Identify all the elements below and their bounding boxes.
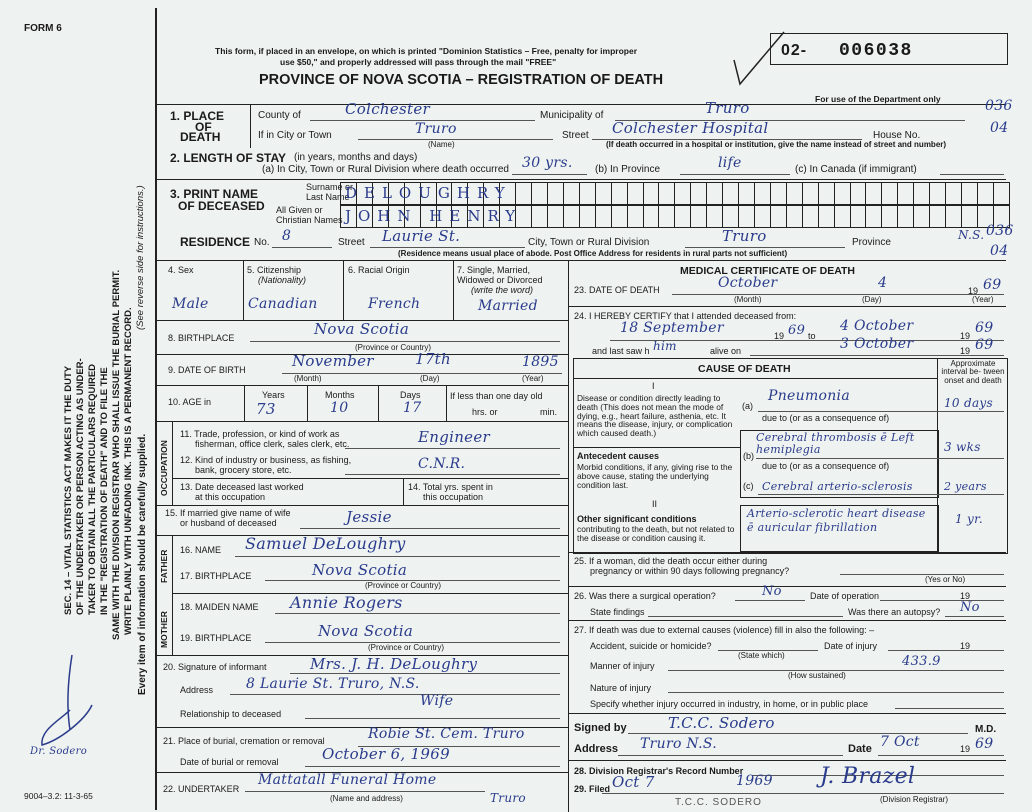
stay-b-label: (b) In Province bbox=[595, 164, 661, 175]
place-label: 1. PLACE bbox=[170, 109, 225, 123]
occupation-side-label: OCCUPATION bbox=[159, 440, 169, 496]
age-years: 73 bbox=[256, 400, 276, 418]
min-label: min. bbox=[540, 407, 558, 417]
undertaker-name: Mattatall Funeral Home bbox=[258, 772, 437, 788]
woman-label-2: pregnancy or within 90 days following pregnancy? bbox=[590, 566, 790, 576]
marital-label-3: (write the word) bbox=[471, 285, 534, 295]
father-birthplace: Nova Scotia bbox=[312, 561, 408, 579]
undertaker-label: 22. UNDERTAKER bbox=[163, 784, 240, 794]
interval-heading: Approximate interval be- tween onset and death bbox=[941, 359, 1005, 385]
age-years-label: Years bbox=[262, 390, 285, 400]
city-name-caption: (Name) bbox=[428, 140, 455, 149]
accident-label: Accident, suicide or homicide? bbox=[590, 641, 712, 651]
stay-a-value: 30 yrs. bbox=[522, 155, 573, 171]
registrar-signature: J. Brazel bbox=[820, 764, 916, 789]
street-value: Colchester Hospital bbox=[612, 119, 769, 137]
total-years-label-2: this occupation bbox=[423, 492, 484, 502]
to-label: to bbox=[808, 331, 816, 341]
every-item-note: Every item of information should be carefully supplied. bbox=[137, 433, 148, 695]
cause-b-label: (b) bbox=[743, 451, 754, 461]
place-death-label: DEATH bbox=[180, 130, 221, 144]
how-sustained: (How sustained) bbox=[788, 671, 846, 680]
surgery-label: 26. Was there a surgical operation? bbox=[574, 591, 716, 601]
cause-a: Pneumonia bbox=[768, 388, 850, 404]
surname-label-1: Surname or bbox=[306, 182, 354, 192]
cause-code: 433.9 bbox=[902, 654, 941, 669]
interval-a: 10 days bbox=[944, 396, 993, 410]
external-label: 27. If death was due to external causes (violence) fill in also the following: – bbox=[574, 625, 875, 635]
autopsy-label: Was there an autopsy? bbox=[848, 607, 941, 617]
attended-from: 18 September bbox=[620, 320, 724, 336]
registration-box bbox=[770, 33, 1008, 65]
nature-label: Nature of injury bbox=[590, 683, 652, 693]
dod-year: 69 bbox=[983, 277, 1002, 293]
sex-label: 4. Sex bbox=[168, 265, 194, 275]
municipality-value: Truro bbox=[705, 99, 750, 117]
registrar-caption: (Division Registrar) bbox=[880, 795, 949, 804]
age-days-label: Days bbox=[400, 390, 421, 400]
residence-street-label: Street bbox=[338, 237, 365, 248]
stay-a-label: (a) In City, Town or Rural Division where death occurred bbox=[262, 164, 509, 175]
dod-label: 23. DATE OF DEATH bbox=[574, 285, 660, 295]
interval-c: 2 years bbox=[944, 480, 987, 493]
dob-year: 1895 bbox=[522, 354, 559, 370]
given-label-1: All Given or bbox=[276, 205, 323, 215]
dod-month-caption: (Month) bbox=[734, 295, 762, 304]
notice-line-1: SEC. 14 – VITAL STATISTICS ACT MAKES IT THE DUTY bbox=[63, 365, 74, 615]
undertaker-address: Truro bbox=[490, 791, 526, 805]
mother-birthplace: Nova Scotia bbox=[318, 622, 414, 640]
last-alive: 3 October bbox=[840, 336, 914, 352]
notice-line-a: This form, if placed in an envelope, on which is printed "Dominion Statistics – Free, penalty for improper bbox=[215, 46, 638, 56]
print-code: 9004–3.2: 11-3-65 bbox=[24, 791, 93, 801]
residence-note: (Residence means usual place of abode. Post Office Address for residents in rural parts not sufficient) bbox=[398, 249, 788, 258]
interval-other: 1 yr. bbox=[955, 512, 983, 526]
house-label: House No. bbox=[873, 130, 921, 141]
yes-no-caption: (Yes or No) bbox=[925, 575, 966, 584]
informant-address-label: Address bbox=[180, 685, 214, 695]
dob-year-caption: (Year) bbox=[522, 374, 544, 383]
wife-label-1: 15. If married give name of wife bbox=[165, 508, 291, 518]
less-than-day: If less than one day old bbox=[450, 391, 543, 401]
form-title: PROVINCE OF NOVA SCOTIA – REGISTRATION OF DEATH bbox=[259, 72, 664, 88]
signer-address-label: Address bbox=[574, 743, 619, 755]
relationship-label: Relationship to deceased bbox=[180, 709, 282, 719]
city-label: If in City or Town bbox=[258, 130, 332, 141]
md-label: M.D. bbox=[975, 724, 997, 735]
mother-name-label: 18. MAIDEN NAME bbox=[180, 602, 259, 612]
residence-city-label: City, Town or Rural Division bbox=[528, 237, 650, 248]
last-worked-label-2: at this occupation bbox=[195, 492, 266, 502]
notice-line-b: use $50," and properly addressed will pass through the mail "FREE" bbox=[280, 57, 557, 67]
part-ii: II bbox=[652, 499, 658, 509]
signer-address: Truro N.S. bbox=[640, 736, 717, 752]
dod-day: 4 bbox=[878, 275, 888, 291]
burial-date: October 6, 1969 bbox=[322, 745, 450, 763]
signed-year: 69 bbox=[975, 736, 994, 752]
other-label: Other significant conditions bbox=[577, 514, 697, 524]
sex-value: Male bbox=[172, 296, 209, 312]
antecedent-label: Antecedent causes bbox=[577, 451, 660, 461]
injury-year-prefix: 19 bbox=[960, 641, 971, 651]
part-i: I bbox=[652, 381, 655, 391]
last-year-prefix: 19 bbox=[960, 346, 971, 356]
from-year-prefix: 19 bbox=[774, 331, 785, 341]
given-value: JOHN HENRY bbox=[345, 207, 523, 225]
notice-line-5: SAME WITH THE DIVISION REGISTRAR WHO SHALL ISSUE THE BURIAL PERMIT. bbox=[111, 269, 122, 640]
informant-relationship: Wife bbox=[420, 693, 454, 709]
mother-name: Annie Rogers bbox=[290, 593, 403, 612]
registration-number: 006038 bbox=[839, 41, 913, 61]
residence-province-label: Province bbox=[852, 237, 891, 248]
residence-street: Laurie St. bbox=[382, 227, 461, 245]
other-text: contributing to the death, but not related to the disease or condition causing it. bbox=[577, 524, 735, 543]
wife-value: Jessie bbox=[346, 508, 392, 526]
surgery-value: No bbox=[762, 584, 782, 599]
medical-heading: MEDICAL CERTIFICATE OF DEATH bbox=[680, 265, 855, 277]
certify-label: 24. I HEREBY CERTIFY that I attended deceased from: bbox=[574, 311, 797, 321]
cause-c: Cerebral arterio-sclerosis bbox=[762, 480, 913, 493]
to-year-prefix: 19 bbox=[960, 331, 971, 341]
industry-label-1: 12. Kind of industry or business, as fishing, bbox=[180, 455, 352, 465]
age-months-label: Months bbox=[325, 390, 355, 400]
stay-c-label: (c) In Canada (if immigrant) bbox=[795, 164, 917, 175]
street-label: Street bbox=[562, 130, 589, 141]
marital-label-2: Widowed or Divorced bbox=[457, 275, 543, 285]
father-name-label: 16. NAME bbox=[180, 545, 222, 555]
autopsy-value: No bbox=[960, 600, 980, 615]
to-year: 69 bbox=[975, 320, 994, 336]
signed-year-prefix: 19 bbox=[960, 744, 971, 754]
citizenship-label-2: (Nationality) bbox=[258, 275, 307, 285]
due-to-a: due to (or as a consequence of) bbox=[762, 413, 890, 423]
birthplace-label: 8. BIRTHPLACE bbox=[168, 333, 235, 343]
residence-code-2: 04 bbox=[990, 243, 1009, 259]
reverse-note: (See reverse side for instructions.) bbox=[135, 185, 146, 330]
cause-other: Arterio-sclerotic heart disease ē auricular fibrillation bbox=[747, 507, 926, 535]
informant-address: 8 Laurie St. Truro, N.S. bbox=[246, 676, 420, 692]
racial-label: 6. Racial Origin bbox=[348, 265, 410, 275]
wife-label-2: or husband of deceased bbox=[180, 518, 277, 528]
last-saw-label: and last saw h bbox=[592, 346, 650, 356]
record-number-label: 28. Division Registrar's Record Number bbox=[574, 766, 744, 776]
undertaker-caption: (Name and address) bbox=[330, 794, 403, 803]
hospital-note: (If death occurred in a hospital or institution, give the name instead of street and number) bbox=[606, 140, 947, 149]
dod-day-caption: (Day) bbox=[862, 295, 882, 304]
burial-place-label: 21. Place of burial, cremation or removal bbox=[163, 736, 325, 746]
father-side-label: FATHER bbox=[159, 549, 169, 583]
antecedent-text: Morbid conditions, if any, giving rise to the above cause, stating the underlying condition last. bbox=[577, 462, 733, 490]
city-value: Truro bbox=[415, 121, 457, 137]
notice-line-2: OF THE UNDERTAKER OR PERSON ACTING AS UNDER- bbox=[75, 358, 86, 615]
racial-value: French bbox=[368, 296, 421, 312]
dod-year-prefix: 19 bbox=[968, 286, 979, 296]
last-worked-label-1: 13. Date deceased last worked bbox=[180, 482, 304, 492]
dob-day-caption: (Day) bbox=[420, 374, 440, 383]
birthplace-caption: (Province or Country) bbox=[355, 343, 432, 352]
direct-cause-label: Disease or condition directly leading to death (This does not mean the mode of dying, e.g., heart failure, asthenia, etc. It means the disease, injury, or complication which caused death.) bbox=[577, 393, 733, 439]
mother-side-label: MOTHER bbox=[159, 611, 169, 648]
citizenship-value: Canadian bbox=[248, 296, 318, 312]
dob-month-caption: (Month) bbox=[294, 374, 322, 383]
trade-label-2: fisherman, office clerk, sales clerk, etc. bbox=[195, 439, 350, 449]
county-label: County of bbox=[258, 110, 301, 121]
residence-code-1: 036 bbox=[986, 223, 1014, 239]
state-which: (State which) bbox=[738, 651, 785, 660]
stay-sub: (in years, months and days) bbox=[294, 152, 418, 163]
municipality-label: Municipality of bbox=[540, 110, 604, 121]
signed-date: 7 Oct bbox=[880, 734, 920, 750]
residence-no-label: No. bbox=[254, 237, 270, 248]
manner-label: Manner of injury bbox=[590, 661, 655, 671]
residence-label: RESIDENCE bbox=[180, 235, 251, 249]
residence-no: 8 bbox=[282, 228, 292, 244]
burial-place: Robie St. Cem. Truro bbox=[368, 726, 525, 742]
hrs-label: hrs. or bbox=[472, 407, 498, 417]
trade-value: Engineer bbox=[418, 428, 490, 446]
cause-b: Cerebral thrombosis ē Left hemiplegia bbox=[756, 431, 915, 456]
injury-date-label: Date of injury bbox=[824, 641, 878, 651]
from-year: 69 bbox=[788, 323, 806, 338]
age-days: 17 bbox=[403, 400, 422, 416]
dod-month: October bbox=[718, 275, 778, 291]
notice-line-4: IN THE "REGISTRATION OF DEATH" AND TO FILE THE bbox=[99, 367, 110, 615]
mother-birthplace-label: 19. BIRTHPLACE bbox=[180, 633, 252, 643]
father-birthplace-label: 17. BIRTHPLACE bbox=[180, 571, 252, 581]
signed-by-value: T.C.C. Sodero bbox=[668, 714, 775, 732]
burial-date-label: Date of burial or removal bbox=[180, 757, 279, 767]
specify-label: Specify whether injury occurred in industry, in home, or in public place bbox=[590, 699, 868, 709]
interval-b: 3 wks bbox=[944, 440, 981, 454]
stay-label: 2. LENGTH OF STAY bbox=[170, 151, 287, 165]
mother-bp-caption: (Province or Country) bbox=[368, 643, 445, 652]
father-name: Samuel DeLoughry bbox=[245, 534, 406, 553]
stamp-text: T.C.C. SODERO bbox=[675, 797, 762, 808]
stay-b-value: life bbox=[718, 155, 742, 171]
trade-label-1: 11. Trade, profession, or kind of work as bbox=[180, 429, 340, 439]
filed-date: Oct 7 bbox=[612, 773, 655, 791]
form-number: FORM 6 bbox=[24, 23, 62, 34]
op-date-label: Date of operation bbox=[810, 591, 880, 601]
woman-label-1: 25. If a woman, did the death occur either during bbox=[574, 556, 768, 566]
notice-line-3: TAKER TO OBTAIN ALL THE PARTICULARS REQUIRED bbox=[87, 363, 98, 615]
cause-heading: CAUSE OF DEATH bbox=[698, 363, 791, 375]
cause-c-label: (c) bbox=[743, 481, 754, 491]
industry-label-2: bank, grocery store, etc. bbox=[195, 465, 292, 475]
op-year-prefix: 19 bbox=[960, 591, 971, 601]
marital-value: Married bbox=[478, 298, 538, 314]
informant-sig-label: 20. Signature of informant bbox=[163, 662, 267, 672]
place-of-label: OF bbox=[195, 120, 212, 134]
marital-label-1: 7. Single, Married, bbox=[457, 265, 531, 275]
name-label-2: OF DECEASED bbox=[178, 199, 265, 213]
name-label-1: 3. PRINT NAME bbox=[170, 187, 259, 201]
notice-line-6: WRITE PLAINLY WITH UNFADING INK. THIS IS A PERMANENT RECORD. bbox=[123, 307, 134, 635]
municipality-code: 036 bbox=[985, 98, 1013, 114]
alive-on-label: alive on bbox=[710, 346, 742, 356]
citizenship-label-1: 5. Citizenship bbox=[247, 265, 302, 275]
margin-signature-icon bbox=[30, 650, 120, 760]
industry-value: C.N.R. bbox=[418, 456, 466, 472]
due-to-b: due to (or as a consequence of) bbox=[762, 461, 890, 471]
informant-signature: Mrs. J. H. DeLoughry bbox=[310, 655, 478, 673]
given-label-2: Christian Names bbox=[276, 215, 343, 225]
age-months: 10 bbox=[330, 400, 349, 416]
house-code: 04 bbox=[990, 120, 1009, 136]
residence-city: Truro bbox=[722, 227, 767, 245]
signed-by-label: Signed by bbox=[574, 722, 627, 734]
findings-label: State findings bbox=[590, 607, 645, 617]
cause-a-label: (a) bbox=[742, 401, 753, 411]
dod-year-caption: (Year) bbox=[972, 295, 994, 304]
surname-value: DELOUGHRY bbox=[345, 184, 512, 202]
filed-label: 29. Filed bbox=[574, 784, 611, 794]
age-label: 10. AGE in bbox=[168, 397, 212, 407]
dept-use-note: For use of the Department only bbox=[815, 94, 941, 104]
county-value: Colchester bbox=[345, 100, 431, 118]
residence-province: N.S. bbox=[958, 228, 985, 242]
filed-year: 1969 bbox=[736, 773, 773, 789]
attended-to: 4 October bbox=[840, 318, 914, 334]
father-bp-caption: (Province or Country) bbox=[365, 581, 442, 590]
surname-label-2: Last Name bbox=[306, 192, 350, 202]
dob-day: 17th bbox=[415, 350, 451, 368]
dob-label: 9. DATE OF BIRTH bbox=[168, 365, 246, 375]
signed-date-label: Date bbox=[848, 743, 872, 755]
check-mark-icon bbox=[728, 28, 788, 90]
last-saw-pronoun: him bbox=[653, 339, 677, 353]
birthplace-value: Nova Scotia bbox=[314, 320, 410, 338]
margin-signature-text: Dr. Sodero bbox=[30, 746, 88, 757]
registration-prefix: 02- bbox=[781, 42, 808, 59]
dob-month: November bbox=[292, 352, 374, 370]
last-year: 69 bbox=[975, 337, 994, 353]
total-years-label-1: 14. Total yrs. spent in bbox=[408, 482, 493, 492]
